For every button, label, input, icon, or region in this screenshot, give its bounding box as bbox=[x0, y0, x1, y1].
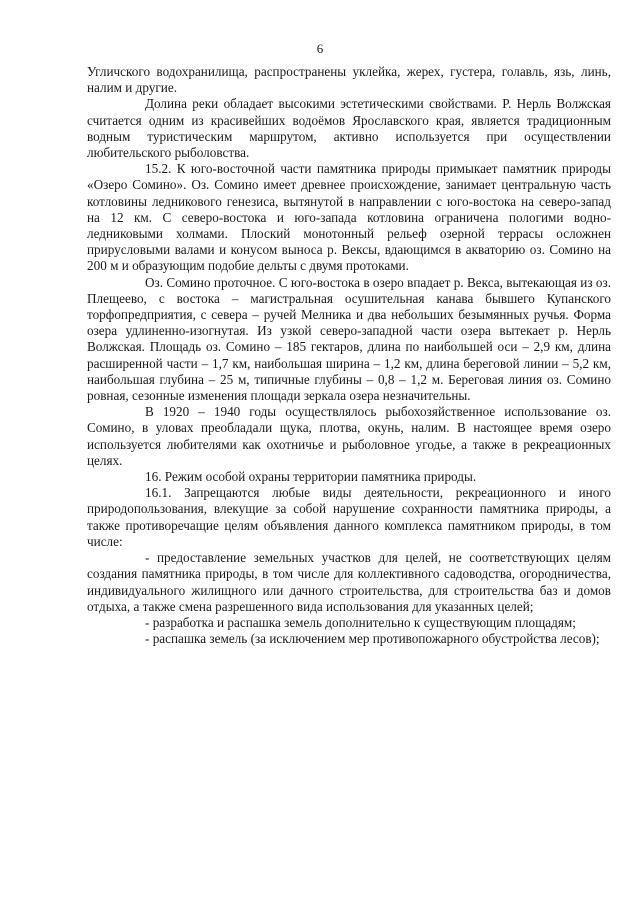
section-heading: 16. Режим особой охраны территории памятника природы. bbox=[145, 469, 477, 485]
list-item: - распашка земель (за исключением мер противопожарного обустройства лесов); bbox=[145, 631, 600, 647]
list-item: - разработка и распашка земель дополнительно к существующим площадям; bbox=[145, 614, 576, 630]
paragraph: Оз. Сомино проточное. С юго-востока в озеро впадает р. Векса, вытекающая из оз. Плещеево, с востока – магистральная осушительная канава бывшего Купанского торфопредприятия, с севера – ручей Мелника и два небольших безымянных ручья. Форма озера удлиненно-изогнутая. Из узкой северо-западной части озера вытекает р. Нерль Волжская. Площадь оз. Сомино – 185 гектаров, длина по наибольшей оси – 2,9 км, длина расширенной части – 1,7 км, наибольшая ширина – 1,2 км, длина береговой линии – 5,2 км, наибольшая глубина – 25 м, типичные глубины – 0,8 – 1,2 м. Береговая линия оз. Сомино ровная, сезонные изменения площади зеркала озера незначительны. bbox=[87, 274, 611, 404]
paragraph: В 1920 – 1940 годы осуществлялось рыбохозяйственное использование оз. Сомино, в уловах преобладали щука, плотва, окунь, налим. В настоящее время озеро используется любителями как охотничье и рыболовное угодье, а также в рекреационных целях. bbox=[87, 404, 611, 468]
page-number: 6 bbox=[316, 41, 324, 56]
paragraph: 15.2. К юго-восточной части памятника природы примыкает памятник природы «Озеро Сомино». Оз. Сомино имеет древнее происхождение, занимает центральную часть котловины ледникового генезиса, вытянутой в направлении с юго-востока на северо-запад на 12 км. С северо-востока и юго-запада котловина ограничена пологими водно-ледниковыми холмами. Плоский монотонный рельеф озерной террасы осложнен прирусловыми валами и конусом выноса р. Вексы, вдающимся в акваторию оз. Сомино на 200 м и образующим подобие дельты с двумя протоками. bbox=[87, 161, 611, 274]
body-text bbox=[87, 64, 611, 647]
list-item: - предоставление земельных участков для целей, не соответствующих целям создания памятника природы, в том числе для коллективного садоводства, огородничества, индивидуального жилищного или дачного строительства, для строительства баз и домов отдыха, а также смена разрешенного вида использования для указанных целей; bbox=[87, 550, 611, 614]
paragraph: 16.1. Запрещаются любые виды деятельности, рекреационного и иного природопользования, влекущие за собой нарушение сохранности памятника природы, а также противоречащие целям объявления данного комплекса памятником природы, в том числе: bbox=[87, 485, 611, 549]
paragraph: Угличского водохранилища, распространены уклейка, жерех, густера, голавль, язь, линь, налим и другие. bbox=[87, 64, 611, 96]
paragraph: Долина реки обладает высокими эстетическими свойствами. Р. Нерль Волжская считается одним из красивейших водоёмов Ярославского края, является традиционным водным туристическим маршрутом, активно используется при осуществлении любительского рыболовства. bbox=[87, 96, 611, 161]
